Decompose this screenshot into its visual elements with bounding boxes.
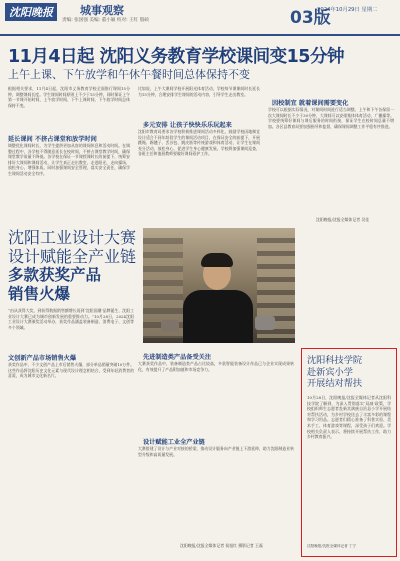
sidebar-story — [301, 348, 397, 557]
lead-byline: 沈阳晚报/沈报全媒体记者 吴佳 — [316, 217, 370, 222]
secondary-col-b-text: 大赛获奖作品中，装备制造类产品占比较高，多款智能装备设计作品已与企业实现成果转化，有效提升了产品附加值和市场竞争力。 — [138, 361, 294, 372]
product-model — [255, 316, 275, 330]
sidebar-title-line2: 赴新宾小学 — [307, 366, 353, 378]
secondary-bold-heading — [8, 266, 101, 304]
issue-date: 2024年10月29日 星期二 — [317, 7, 378, 13]
person-hair — [201, 253, 233, 267]
secondary-bold-line2: 销售火爆 — [8, 285, 71, 303]
secondary-intro: “由从获得大奖，到获得数据销售额增长再到‘沈阳国潮’品牌诞生，沈阳工业设计大赛已成为城市创新发展的重要推动力。”10月28日，2024沈阳工业设计大赛颁奖活动举办，获奖作品涵盖装备制造、消费电子、文创等多个领域。 — [8, 308, 134, 330]
editors-line: 责编: 张国强 美编: 董小颖 校对: 王红 殷硕 — [62, 18, 149, 23]
secondary-col-a-subheading: 文创新产品市场销售火爆 — [8, 355, 77, 362]
newspaper-logo: 沈阳晚报 — [5, 3, 57, 21]
masthead-divider — [0, 34, 400, 36]
secondary-col-a-text: 获奖作品中，不少文创产品上市后销售火爆，部分单品销量突破10万件。这些作品将沈阳历史文化元素与现代设计理念相结合，受到年轻消费者的喜爱，成为城市文化新名片。 — [8, 362, 134, 379]
lead-col3-subheading: 因校制宜 就着课间需要变化 — [272, 100, 349, 107]
secondary-bold-line1: 多款获奖产品 — [8, 266, 102, 284]
lead-headline: 11月4日起 沈阳义务教育学校课间变15分钟 — [8, 47, 344, 67]
secondary-heading — [8, 228, 136, 266]
sidebar-title-line3: 开展结对帮扶 — [307, 378, 363, 389]
masthead — [0, 0, 400, 38]
lead-intro: 根据相关要求，11月4日起，沈阳市义务教育学校全面推行课间15分钟，调整课间长度。学生课间时间原则上不少于15分钟，同时保证上午第一节课开始时间，上午放学时间、下午上课时间、下午放学时间总体保持不变。 — [8, 86, 130, 108]
person-torso — [183, 290, 253, 343]
secondary-heading-line1: 沈阳工业设计大赛 — [8, 228, 137, 247]
lead-col1-text: 调整优化课间时长，为学生提供更加从容的课间休息和活动时间。在调整过程中，各学校不得随意延长在校时间，不挤占课堂教学时间，确保课堂教学质量不降低。各学校在保证一节课授课时长的前提下，统筹安排好大课间和课间活动，让学生真正走出教室，走进阳光，走向操场，放松身心，增强体质。同时加强课间安全管理，落实安全责任，确保学生课间活动安全有序。 — [8, 143, 130, 176]
lead-subheadline: 上午上课、下午放学和午休午餐时间总体保持不变 — [8, 68, 250, 81]
lead-col2-text: 比如说，上午大课间学校开展阳光体育活动，学校每节课课间时长延长为15分钟，合理安排学生课间的活动内容，引导学生走出教室。 — [138, 86, 260, 97]
sidebar-title — [307, 355, 362, 390]
sidebar-byline: 沈阳晚报/沈报全媒体记者 丁宁 — [307, 544, 357, 548]
page-number: 03版 — [290, 8, 331, 28]
product-model-small — [161, 320, 179, 332]
section-title: 城事观察 — [80, 4, 124, 17]
secondary-col-c-subheading: 设计赋能工业全产业链 — [143, 439, 205, 446]
secondary-byline: 沈阳晚报/沈报全媒体记者 侯旭红 摄影记者 王磊 — [180, 543, 263, 548]
lead-col3-text: 学校可以根据实际情况，对课间时间进行适当调整。上午和下午各保留一次大课间时长不少于30分钟，大课间可以安排集体体育活动、广播操等。学校要统筹好课间与课后服务的时间衔接，保证学生在校时间总量不增加。各区县教育局要加强指导和监督，确保课间调整工作平稳有序推进。 — [268, 107, 394, 129]
portrait-photo — [143, 228, 295, 343]
lead-col2-text2: 沈阳市教育局要求各学校积极推进课间活动多样化，鼓励学校因地制宜设计适合不同年龄段学生的课间活动项目，在保证安全的前提下，开展跳绳、踢毽子、丢沙包、跳皮筋等传统游戏和体育活动，让学生在课间充分活动、放松身心，促进学生身心健康发展。学校将加强课间巡查，各班主任和值班教师要做好课间看护工作。 — [138, 129, 260, 157]
lead-col2-subheading: 多元安排 让孩子快快乐乐玩起来 — [143, 122, 232, 129]
sidebar-title-line1: 沈阳科技学院 — [307, 355, 363, 366]
secondary-col-b-subheading: 先进制造类产品备受关注 — [143, 354, 212, 361]
secondary-col-c-text: 大赛搭建了设计与产业对接的桥梁，推动设计服务向产业链上下游延伸，助力沈阳制造业转型升级和高质量发展。 — [138, 446, 294, 457]
lead-col1-subheading: 延长课间 不挤占课堂和放学时间 — [8, 136, 97, 143]
sidebar-text: 10月28日，沈阳晚报/沈报全媒体记者从沈阳科技学院了解到，为深入贯彻落实‘双减’政策，学校组织师生志愿者赴新宾满族自治县小学开展结对帮扶活动，为乡村学校送去了丰富多彩的课程和学习用品。志愿者们精心准备了科普实验、美术手工、体育游戏等课程，深受孩子们欢迎。学校相关负责人表示，将持续开展帮扶工作，助力乡村教育振兴。 — [307, 395, 391, 440]
secondary-heading-line2: 设计赋能全产业链 — [8, 247, 137, 266]
